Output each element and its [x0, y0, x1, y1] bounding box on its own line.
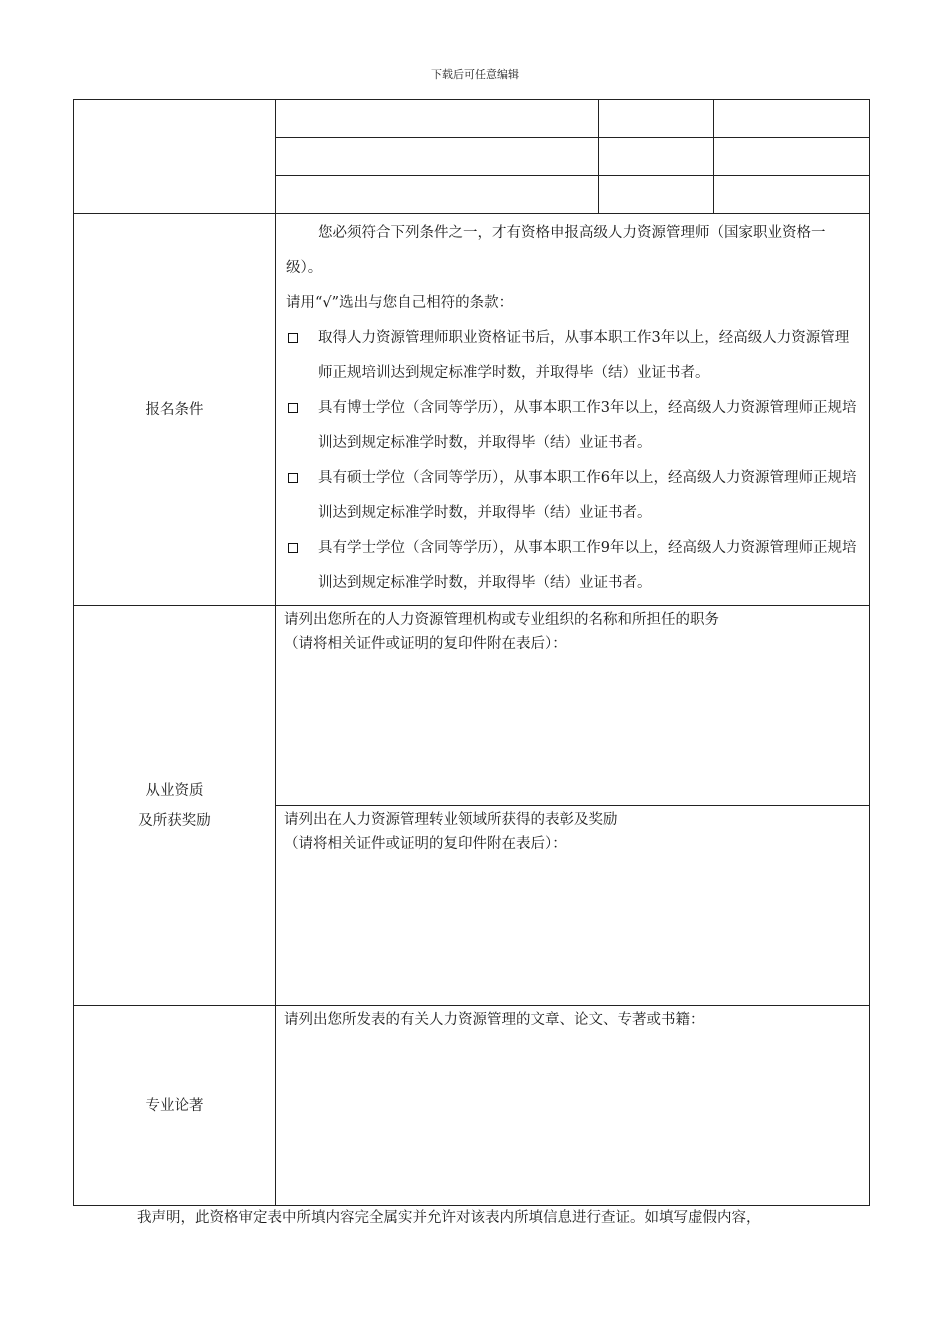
- condition-3-checkbox[interactable]: [288, 473, 298, 483]
- top-row-3-field-b[interactable]: [599, 176, 714, 214]
- qualification-review-form: [73, 99, 870, 1206]
- top-row-2-field-a[interactable]: [276, 138, 599, 176]
- condition-4-checkbox[interactable]: [288, 543, 298, 553]
- condition-option-2: [286, 391, 861, 461]
- condition-1-checkbox[interactable]: [288, 333, 298, 343]
- top-row-3-field-a[interactable]: [276, 176, 599, 214]
- conditions-row: [74, 214, 870, 606]
- organization-role-field[interactable]: [276, 606, 870, 806]
- qualifications-label-line1: 从业资质: [145, 782, 204, 799]
- condition-4-text: 具有学士学位（含同等学历），从事本职工作9年以上，经高级人力资源管理师正规培训达到规定标准学时数，并取得毕（结）业证书者。: [318, 540, 857, 591]
- conditions-label: 报名条件: [74, 214, 276, 606]
- declaration-text: 我声明，此资格审定表中所填内容完全属实并允许对该表内所填信息进行查证。如填写虚假内容，: [137, 1210, 761, 1226]
- top-row-3-field-c[interactable]: [714, 176, 870, 214]
- condition-2-checkbox[interactable]: [288, 403, 298, 413]
- awards-note: （请将相关证件或证明的复印件附在表后）：: [284, 836, 567, 852]
- conditions-instruction: 请用“√”选出与您自己相符的条款：: [286, 295, 514, 311]
- top-row-1: [74, 100, 870, 138]
- top-row-2-field-c[interactable]: [714, 138, 870, 176]
- top-row-1-field-b[interactable]: [599, 100, 714, 138]
- qualifications-row-1: [74, 606, 870, 806]
- conditions-intro: 您必须符合下列条件之一，才有资格申报高级人力资源管理师（国家职业资格一级）。: [286, 225, 826, 276]
- condition-2-text: 具有博士学位（含同等学历），从事本职工作3年以上，经高级人力资源管理师正规培训达到规定标准学时数，并取得毕（结）业证书者。: [318, 400, 857, 451]
- condition-option-4: [286, 531, 861, 601]
- publications-field[interactable]: [276, 1006, 870, 1206]
- publications-prompt: 请列出您所发表的有关人力资源管理的文章、论文、专著或书籍：: [284, 1012, 705, 1028]
- organization-role-note: （请将相关证件或证明的复印件附在表后）：: [284, 636, 567, 652]
- condition-1-text: 取得人力资源管理师职业资格证书后，从事本职工作3年以上，经高级人力资源管理师正规培训达到规定标准学时数，并取得毕（结）业证书者。: [318, 330, 850, 381]
- awards-prompt: 请列出在人力资源管理转业领域所获得的表彰及奖励: [284, 812, 618, 828]
- top-row-2-field-b[interactable]: [599, 138, 714, 176]
- top-label-cell: [74, 100, 276, 214]
- condition-option-1: [286, 321, 861, 391]
- organization-role-prompt: 请列出您所在的人力资源管理机构或专业组织的名称和所担任的职务: [284, 612, 719, 628]
- condition-option-3: [286, 461, 861, 531]
- publications-label: 专业论著: [74, 1006, 276, 1206]
- awards-field[interactable]: [276, 806, 870, 1006]
- top-row-1-field-c[interactable]: [714, 100, 870, 138]
- publications-row: [74, 1006, 870, 1206]
- qualifications-label: [74, 606, 276, 1006]
- condition-3-text: 具有硕士学位（含同等学历），从事本职工作6年以上，经高级人力资源管理师正规培训达到规定标准学时数，并取得毕（结）业证书者。: [318, 470, 857, 521]
- header-note: 下载后可任意编辑: [431, 68, 519, 81]
- qualifications-label-line2: 及所获奖励: [138, 812, 211, 829]
- conditions-content: [276, 214, 870, 606]
- top-row-1-field-a[interactable]: [276, 100, 599, 138]
